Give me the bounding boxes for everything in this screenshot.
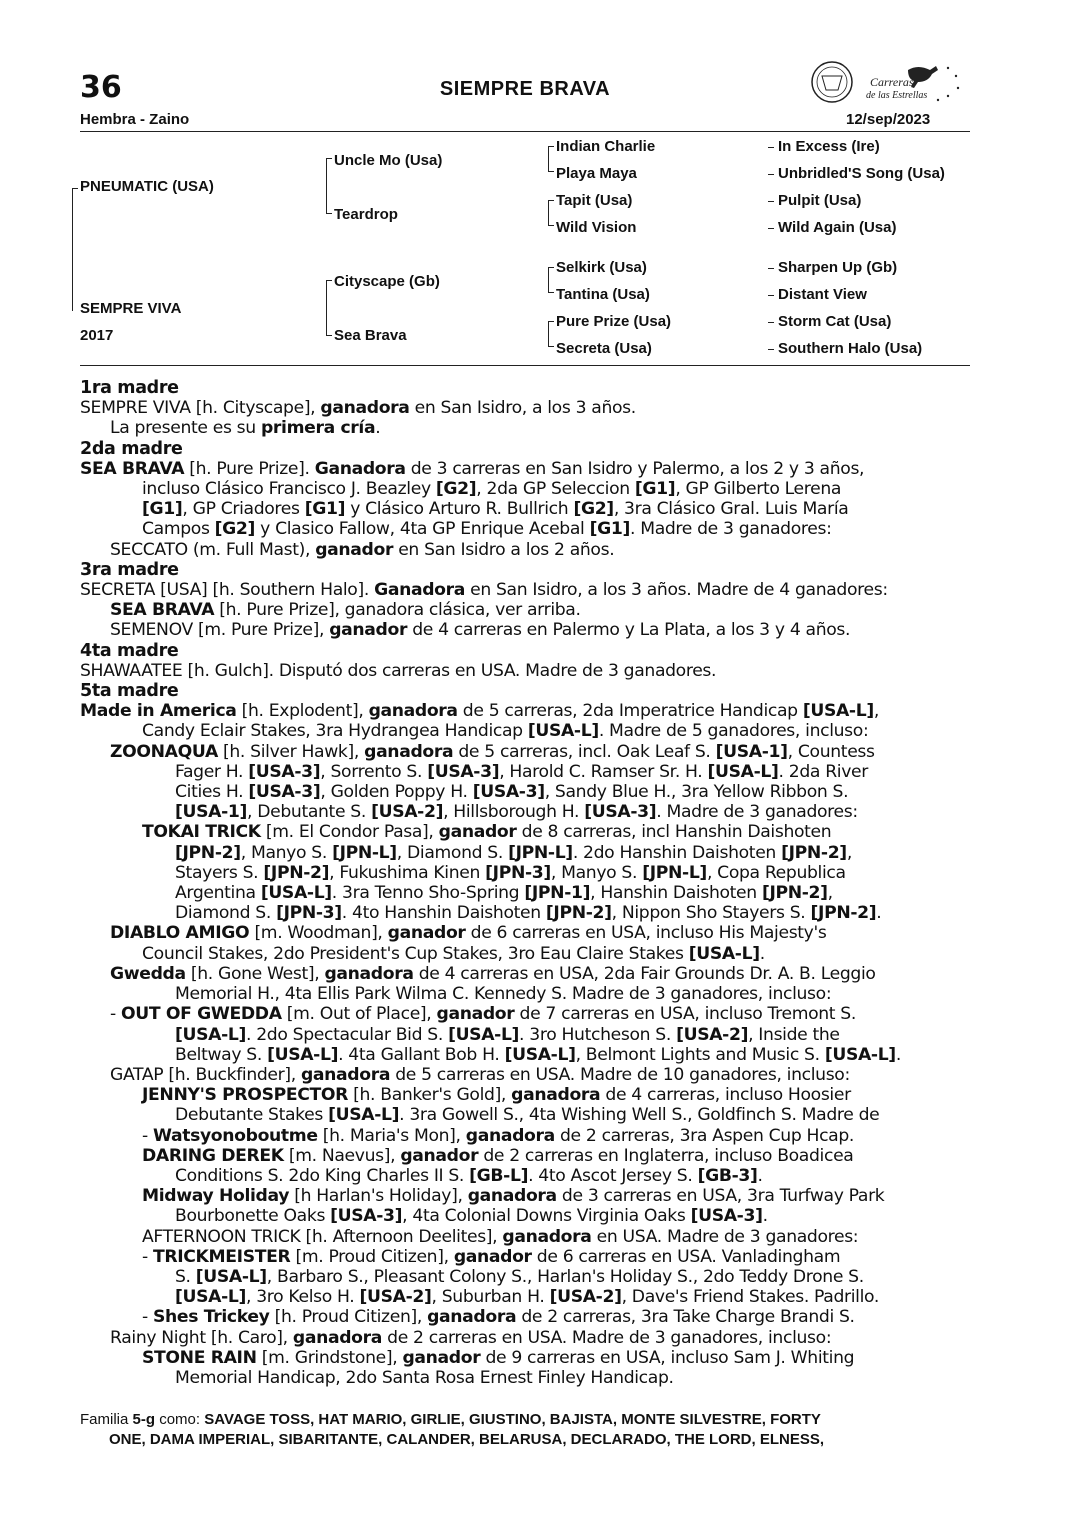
body-line: La presente es su primera cría. (110, 418, 381, 439)
body-line: Campos [G2] y Clasico Fallow, 4ta GP Enrique Acebal [G1]. Madre de 3 ganadores: (142, 519, 832, 540)
body-line: Debutante Stakes [USA-L]. 3ra Gowell S., 4ta Wishing Well S., Goldfinch S. Madre de (175, 1105, 880, 1126)
body-line: [USA-L], 3ro Kelso H. [USA-2], Suburban H. [USA-2], Dave's Friend Stakes. Padrillo. (175, 1287, 880, 1308)
pedigree-g2-1: Uncle Mo (Usa) (334, 152, 443, 169)
body-line: DIABLO AMIGO [m. Woodman], ganador de 6 carreras en USA, incluso His Majesty's (110, 923, 827, 944)
body-line: Conditions S. 2do King Charles II S. [GB-L]. 4to Ascot Jersey S. [GB-3]. (175, 1165, 763, 1186)
body-line: GATAP [h. Buckfinder], ganadora de 5 carreras en USA. Madre de 10 ganadores, incluso: (110, 1064, 850, 1085)
body-line: - Shes Trickey [h. Proud Citizen], ganadora de 2 carreras, 3ra Take Charge Brandi S. (142, 1307, 855, 1328)
body-line: Council Stakes, 2do President's Cup Stakes, 3ro Eau Claire Stakes [USA-L]. (142, 943, 765, 964)
pedigree-bracket-g3-2 (548, 200, 554, 226)
body-line: - TRICKMEISTER [m. Proud Citizen], ganador de 6 carreras en USA. Vanladingham (142, 1246, 841, 1267)
body-line: Cities H. [USA-3], Golden Poppy H. [USA-3], Sandy Blue H., 3ra Yellow Ribbon S. (175, 782, 849, 803)
pedigree-g4-7: Storm Cat (Usa) (778, 313, 892, 330)
family-line-2: ONE, DAMA IMPERIAL, SIBARITANTE, CALANDER, BELARUSA, DECLARADO, THE LORD, ELNESS, (109, 1431, 825, 1448)
body-line: Gwedda [h. Gone West], ganadora de 4 carreras en USA, 2da Fair Grounds Dr. A. B. Leggio (110, 963, 876, 984)
pedigree-g2-3: Cityscape (Gb) (334, 273, 440, 290)
body-line: Candy Eclair Stakes, 3ra Hydrangea Handicap [USA-L]. Madre de 5 ganadores, incluso: (142, 721, 869, 742)
pedigree-bracket-sire (326, 158, 332, 214)
body-line: TOKAI TRICK [m. El Condor Pasa], ganador de 8 carreras, incl Hanshin Daishoten (142, 822, 832, 843)
pedigree-g3-8: Secreta (Usa) (556, 340, 652, 357)
pedigree-dash (768, 201, 774, 202)
body-line: AFTERNOON TRICK [h. Afternoon Deelites], ganadora en USA. Madre de 3 ganadores: (142, 1226, 859, 1247)
body-line: SECCATO (m. Full Mast), ganador en San Isidro a los 2 años. (110, 539, 615, 560)
pedigree-g3-2: Playa Maya (556, 165, 637, 182)
pedigree-g3-1: Indian Charlie (556, 138, 656, 155)
pedigree-g3-4: Wild Vision (556, 219, 637, 236)
body-line: JENNY'S PROSPECTOR [h. Banker's Gold], ganadora de 4 carreras, incluso Hoosier (142, 1085, 851, 1106)
section-heading: 5ta madre (80, 681, 179, 702)
lot-number: 36 (80, 70, 122, 105)
pedigree-g3-7: Pure Prize (Usa) (556, 313, 672, 330)
pedigree-dam: SEMPRE VIVA (80, 300, 182, 317)
catalog-body (80, 378, 970, 1388)
body-line: Beltway S. [USA-L]. 4ta Gallant Bob H. [USA-L], Belmont Lights and Music S. [USA-L]. (175, 1044, 901, 1065)
pedigree-g4-5: Sharpen Up (Gb) (778, 259, 898, 276)
body-line: SEMENOV [m. Pure Prize], ganador de 4 carreras en Palermo y La Plata, a los 3 y 4 años. (110, 620, 851, 641)
pedigree-g3-6: Tantina (Usa) (556, 286, 650, 303)
pedigree-g3-5: Selkirk (Usa) (556, 259, 647, 276)
pedigree-bracket-dam (326, 280, 332, 336)
section-heading: 2da madre (80, 438, 183, 459)
body-line: STONE RAIN [m. Grindstone], ganador de 9 carreras en USA, incluso Sam J. Whiting (142, 1347, 855, 1368)
pedigree-bracket-main (72, 188, 78, 311)
body-line: SEA BRAVA [h. Pure Prize]. Ganadora de 3 carreras en San Isidro y Palermo, a los 2 y 3 años, (80, 458, 865, 479)
body-line: - OUT OF GWEDDA [m. Out of Place], ganador de 7 carreras en USA, incluso Tremont S. (110, 1004, 856, 1025)
body-line: ZOONAQUA [h. Silver Hawk], ganadora de 5 carreras, incl. Oak Leaf S. [USA-1], Countess (110, 741, 875, 762)
sex-color: Hembra - Zaino (80, 111, 190, 128)
body-line: [JPN-2], Manyo S. [JPN-L], Diamond S. [JPN-L]. 2do Hanshin Daishoten [JPN-2], (175, 842, 852, 863)
pedigree-bracket-g3-1 (548, 146, 554, 172)
body-line: incluso Clásico Francisco J. Beazley [G2], 2da GP Seleccion [G1], GP Gilberto Lerena (142, 479, 842, 500)
body-line: Memorial H., 4ta Ellis Park Wilma C. Kennedy S. Madre de 3 ganadores, incluso: (175, 984, 832, 1005)
pedigree-dash (768, 228, 774, 229)
pedigree-bracket-g3-3 (548, 267, 554, 293)
body-line: SHAWAATEE [h. Gulch]. Disputó dos carreras en USA. Madre de 3 ganadores. (80, 660, 717, 681)
family-como: como: (159, 1411, 201, 1428)
pedigree-dash (768, 322, 774, 323)
pedigree-dash (768, 174, 774, 175)
body-line: Midway Holiday [h Harlan's Holiday], ganadora de 3 carreras en USA, 3ra Turfway Park (142, 1186, 885, 1207)
body-line: SEA BRAVA [h. Pure Prize], ganadora clásica, ver arriba. (110, 600, 581, 621)
pedigree-dash (768, 268, 774, 269)
pedigree-sire: PNEUMATIC (USA) (80, 178, 214, 195)
body-line: Diamond S. [JPN-3]. 4to Hanshin Daishoten [JPN-2], Nippon Sho Stayers S. [JPN-2]. (175, 903, 882, 924)
pedigree-dash (768, 349, 774, 350)
body-line: Rainy Night [h. Caro], ganadora de 2 carreras en USA. Madre de 3 ganadores, incluso: (110, 1327, 832, 1348)
body-line: [G1], GP Criadores [G1] y Clásico Arturo R. Bullrich [G2], 3ra Clásico Gral. Luis María (142, 499, 849, 520)
family-number: 5-g (132, 1411, 156, 1428)
page-title: SIEMPRE BRAVA (439, 78, 611, 100)
pedigree-dash (768, 295, 774, 296)
pedigree-bracket-g3-4 (548, 321, 554, 347)
header-rule (80, 131, 970, 132)
logo-text-2: de las Estrellas (866, 90, 928, 101)
pedigree-g2-2: Teardrop (334, 206, 398, 223)
pedigree-g4-6: Distant View (778, 286, 867, 303)
pedigree-g4-4: Wild Again (Usa) (778, 219, 897, 236)
body-line: Fager H. [USA-3], Sorrento S. [USA-3], Harold C. Ramser Sr. H. [USA-L]. 2da River (175, 761, 868, 782)
body-line: SECRETA [USA] [h. Southern Halo]. Ganadora en San Isidro, a los 3 años. Madre de 4 ganadores: (80, 580, 888, 601)
logo-text-1: Carreras (870, 75, 914, 89)
body-line: Argentina [USA-L]. 3ra Tenno Sho-Spring [JPN-1], Hanshin Daishoten [JPN-2], (175, 883, 833, 904)
body-line: Stayers S. [JPN-2], Fukushima Kinen [JPN-3], Manyo S. [JPN-L], Copa Republica (175, 862, 846, 883)
pedigree-g4-8: Southern Halo (Usa) (778, 340, 923, 357)
section-heading: 3ra madre (80, 559, 179, 580)
pedigree-g2-4: Sea Brava (334, 327, 407, 344)
pedigree-g4-3: Pulpit (Usa) (778, 192, 862, 209)
pedigree-g4-2: Unbridled'S Song (Usa) (778, 165, 945, 182)
pedigree-g3-3: Tapit (Usa) (556, 192, 633, 209)
body-line: Made in America [h. Explodent], ganadora de 5 carreras, 2da Imperatrice Handicap [USA-L], (80, 701, 879, 722)
body-line: [USA-L]. 2do Spectacular Bid S. [USA-L]. 3ro Hutcheson S. [USA-2], Inside the (175, 1024, 840, 1045)
body-line: S. [USA-L], Barbaro S., Pleasant Colony S., Harlan's Holiday S., 2do Teddy Drone S. (175, 1266, 864, 1287)
family-prefix: Familia (80, 1411, 129, 1428)
breeders-cup-logo-icon (808, 56, 968, 112)
pedigree-dash (768, 147, 774, 148)
body-line: SEMPRE VIVA [h. Cityscape], ganadora en San Isidro, a los 3 años. (80, 398, 636, 419)
pedigree-year: 2017 (80, 327, 114, 344)
pedigree-g4-1: In Excess (Ire) (778, 138, 880, 155)
body-line: DARING DEREK [m. Naevus], ganador de 2 carreras en Inglaterra, incluso Boadicea (142, 1145, 854, 1166)
pedigree-rule (80, 365, 970, 366)
family-section (80, 1410, 980, 1450)
section-heading: 1ra madre (80, 378, 179, 398)
body-line: [USA-1], Debutante S. [USA-2], Hillsborough H. [USA-3]. Madre de 3 ganadores: (175, 802, 858, 823)
body-line: - Watsyonoboutme [h. Maria's Mon], ganadora de 2 carreras, 3ra Aspen Cup Hcap. (142, 1125, 855, 1146)
family-line-1: SAVAGE TOSS, HAT MARIO, GIRLIE, GIUSTINO, BAJISTA, MONTE SILVESTRE, FORTY (204, 1411, 821, 1428)
body-line: Bourbonette Oaks [USA-3], 4ta Colonial Downs Virginia Oaks [USA-3]. (175, 1206, 768, 1227)
body-line: Memorial Handicap, 2do Santa Rosa Ernest Finley Handicap. (175, 1367, 674, 1388)
section-heading: 4ta madre (80, 640, 179, 661)
sale-date: 12/sep/2023 (846, 111, 931, 128)
